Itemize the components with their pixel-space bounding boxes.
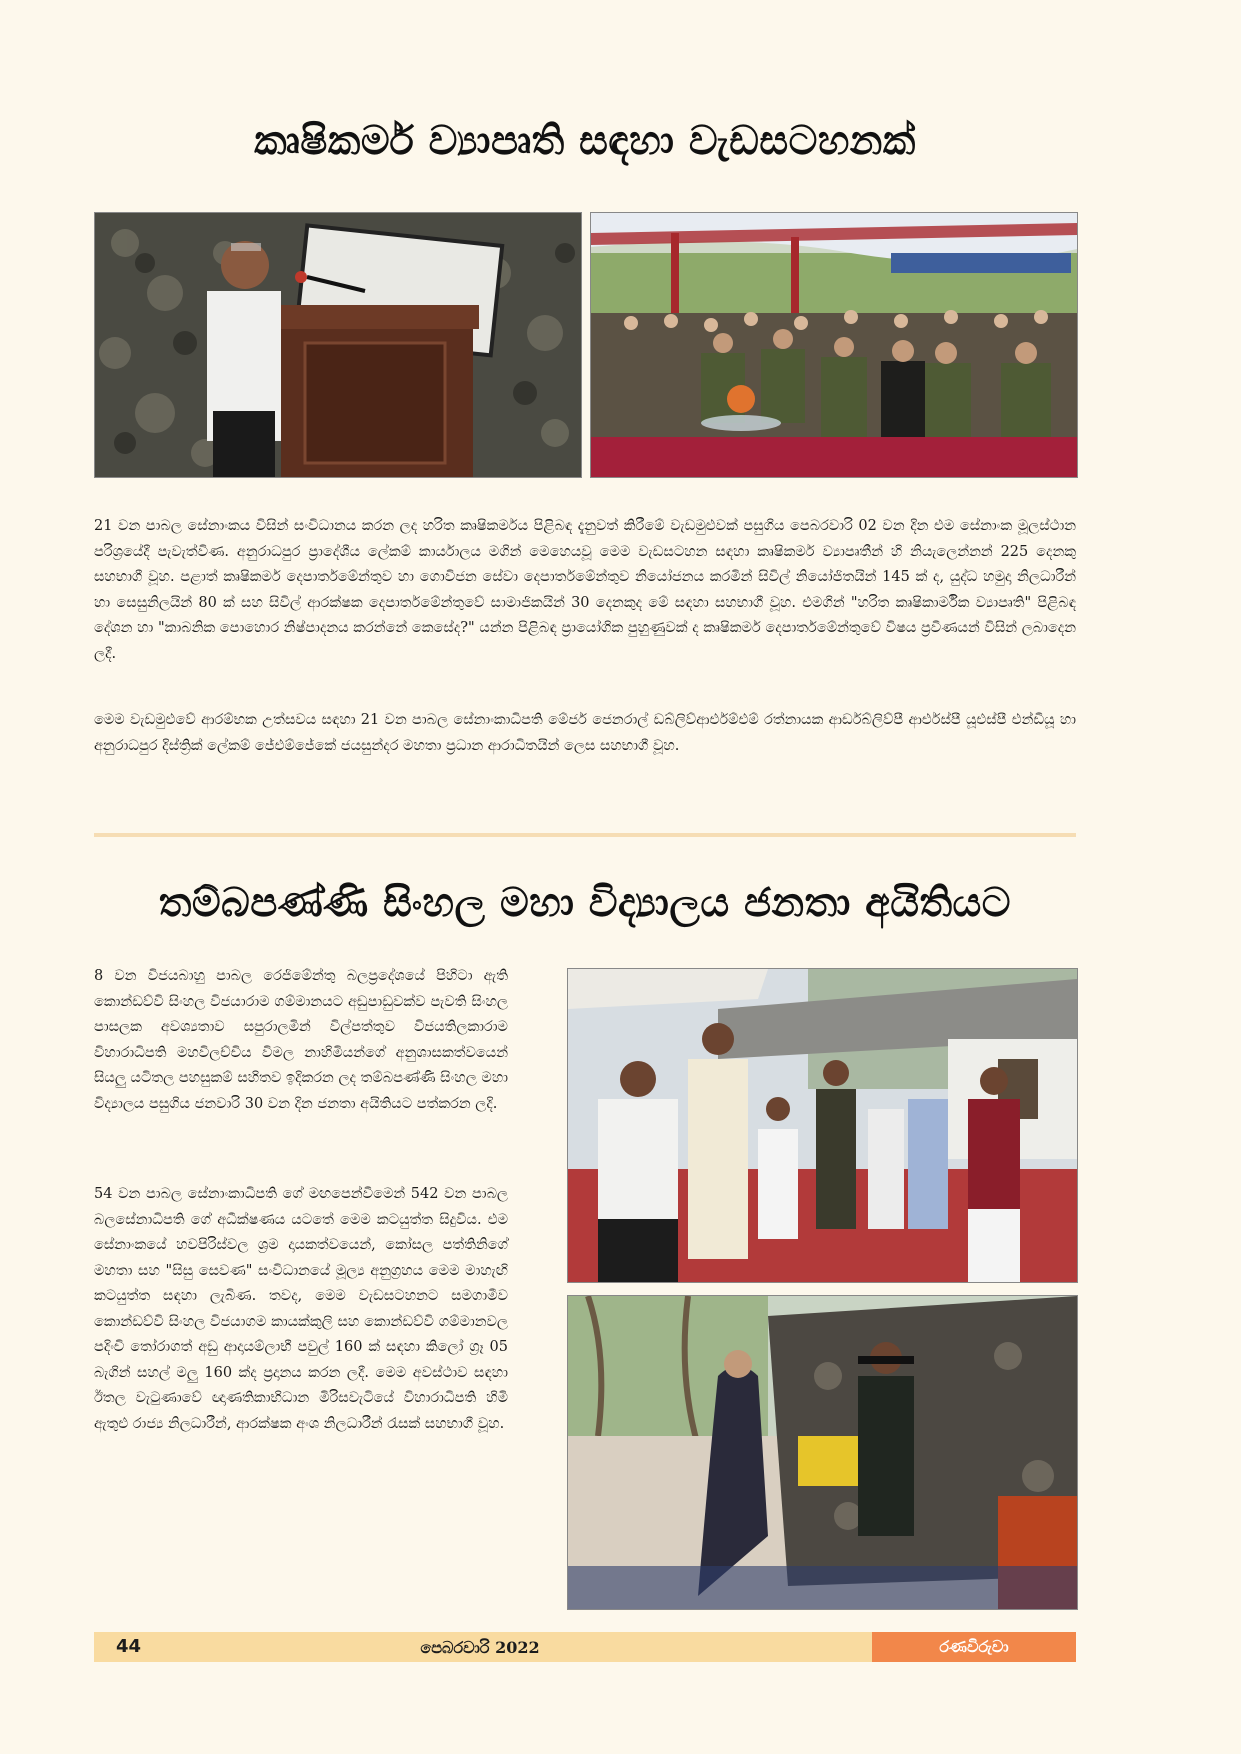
section-divider — [94, 833, 1076, 837]
issue-date: පෙබරවාරි 2022 — [420, 1638, 540, 1657]
article1-title: කෘෂිකර්ම ව්‍යාපෘති සඳහා වැඩසටහනක් — [254, 118, 916, 164]
audience-under-tent-photo — [590, 212, 1078, 478]
article1-paragraph-2: මෙම වැඩමුළුවේ ආරම්භක උත්සවය සඳහා 21 වන පාබල සේනාංකාධිපති මේජර් ජෙනරාල් ඩබ්ලිව්ආර්එම්එම් රත්නායක ආර්ඩබ්ලිව්පී ආර්එස්පී යූඑස්පී එන්ඩීයූ හා අනුරාධපුර දිස්ත්‍රික් ලේකම් ජේඑම්ජේකේ ජයසුන්දර මහතා ප්‍රධාන ආරාධිතයින් ලෙස සහභාගී වූහ. — [94, 712, 1076, 754]
article2-paragraph-1: 8 වන විජයබාහු පාබල රෙජිමේන්තු බලප්‍රදේශයේ පිහිටා ඇති කොන්ඩව්වි සිංහල විජයාරාම ගම්මානයට අඩුපාඩුවක්ව පැවති සිංහල පාසලක අවශ්‍යතාව සපුරාලමින් විල්පත්තුව විජයතිලකාරාම විහාරාධිපති මහවිලච්චිය විමල නාහිමියන්ගේ අනුශාසකත්වයෙන් සියලු යටිතල පහසුකම් සහිතව ඉදිකරන ලද තම්බපණ්ණි සිංහල මහා විද්‍යාලය පසුගිය ජනවාරි 30 වන දින ජනතා අයිතියට පත්කරන ලදි. — [94, 968, 508, 1112]
article2-title: තම්බපණ්ණි සිංහල මහා විද්‍යාලය ජනතා අයිතියට — [158, 880, 1012, 926]
speaker-at-podium-photo — [94, 212, 582, 478]
magazine-name: රණවිරුවා — [872, 1632, 1076, 1662]
article1-paragraph-1: 21 වන පාබල සේනාංකය විසින් සංවිධානය කරන ලද හරිත කෘෂිකර්මය පිළිබඳ දැනුවත් කිරීමේ වැඩමුළුවක් පසුගිය පෙබරවාරි 02 වන දින එම සේනාංක මූලස්ථාන පරිශ්‍රයේදී පැවැත්විණ. අනුරාධපුර ප්‍රාදේශීය ලේකම් කාර්යාලය මගින් මෙහෙයවූ මෙම වැඩසටහන සඳහා කෘෂිකර්ම ව්‍යාපෘතීන් හි නියැලෙන්නන් 225 දෙනකු සහභාගී වූහ. පළාත් කෘෂිකර්ම දෙපාර්තමේන්තුව හා ගොවිජන සේවා දෙපාර්තමේන්තුව නියෝජනය කරමින් සිවිල් නියෝජිතයින් 145 ක් ද, යුද්ධ හමුදා නිලධාරීන් හා සෙසුනිලයින් 80 ක් සහ සිවිල් ආරක්ෂක දෙපාර්තමේන්තුවේ සාමාජිකයින් 30 දෙනකුද මේ සඳහා සහභාගී වූහ. එමගින් "හරිත කෘෂිකාර්මික ව්‍යාපෘති" පිළිබඳ දේශන හා "කාබනික පොහොර නිෂ්පාදනය කරන්නේ කෙසේද?" යන්න පිළිබඳ ප්‍රායෝගික පුහුණුවක් ද කෘෂිකර්ම දෙපාර්තමේන්තුවේ විෂය ප්‍රවීණයන් විසින් ලබාදෙන ලදී. — [94, 518, 1076, 662]
page-footer — [94, 1632, 1076, 1662]
page-number: 44 — [116, 1636, 142, 1657]
article2-paragraph-2: 54 වන පාබල සේනාංකාධිපති ගේ මඟපෙන්වීමෙන් 542 වන පාබල බලසේනාධිපති ගේ අධීක්ෂණය යටතේ මෙම කටයුත්ත සිදුවිය. එම සේනාංකයේ හවපිරිස්වල ශ්‍රම දායකත්වයෙන්, කෝසල පත්තිනිගේ මහතා සහ "සිසු සෙවණ" සංවිධානයේ මූල්‍ය අනුග්‍රහය මෙම මාහැඟි කටයුත්ත සඳහා ලැබිණ. තවද, මෙම වැඩසටහනට සමගාමීව කොන්ඩව්වි සිංහල විජයාගම කායක්කුලි සහ කොන්ඩව්වි ගම්මානවල පදිංචි තෝරාගත් අඩු ආදායම්ලාභී පවුල් 160 ක් සඳහා කිලෝ ග්‍රෑ 05 බැගින් සහල් මලු 160 ක්ද ප්‍රදානය කරන ලදී. මෙම අවස්ථාව සඳහා ඊතල වැටුණාවේ ඥාණතිකාභිධාන මිරිසවැටියේ විහාරාධිපති හිමි ඇතුළු රාජ්‍ය නිලධාරීන්, ආරක්ෂක අංශ නිලධාරීන් රැසක් සහභාගී වූහ. — [94, 1186, 508, 1432]
school-opening-ceremony-photo — [567, 968, 1078, 1283]
rice-bag-distribution-photo — [567, 1295, 1078, 1610]
